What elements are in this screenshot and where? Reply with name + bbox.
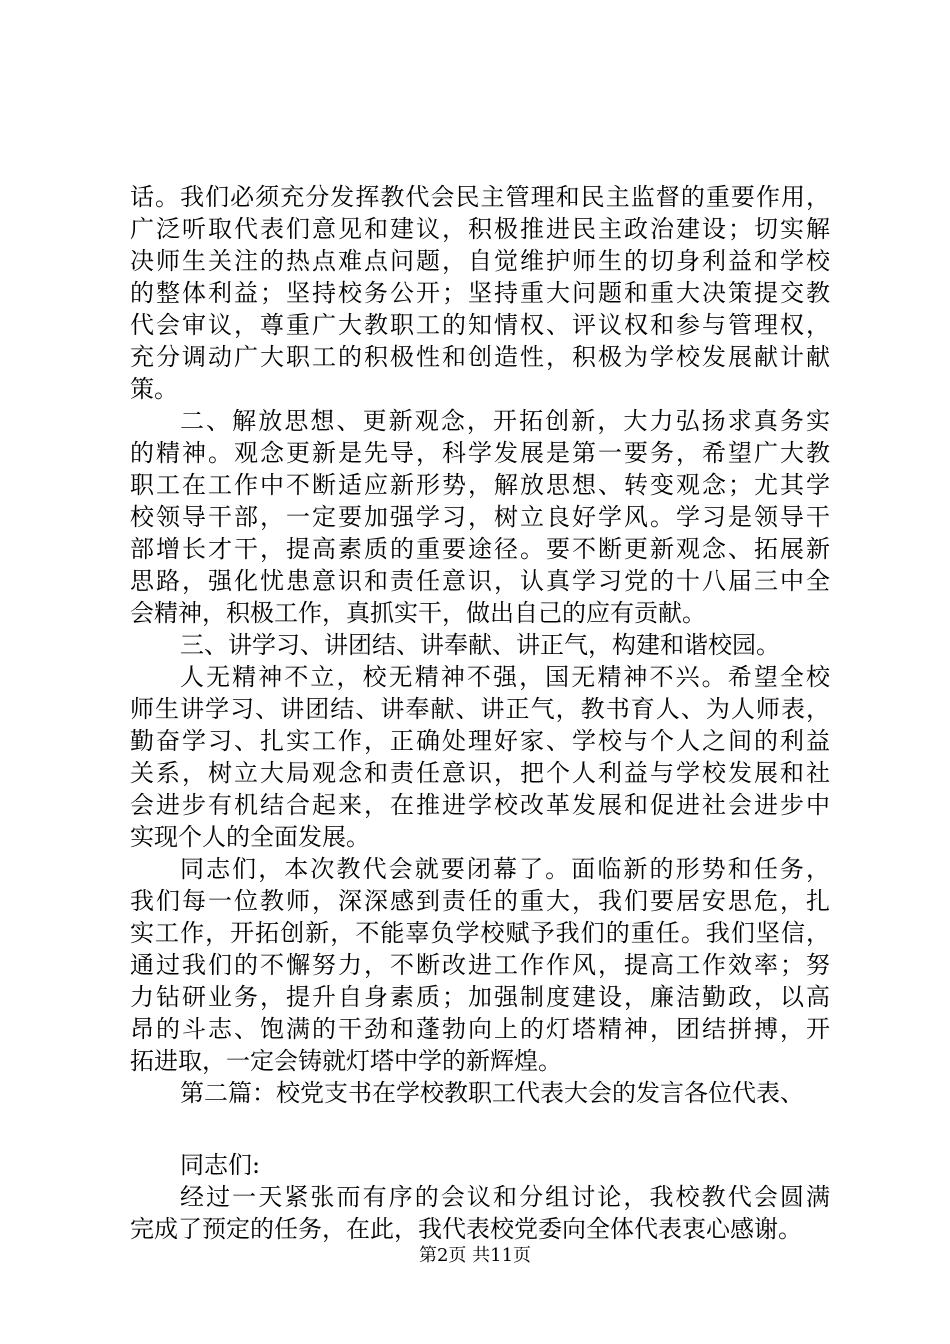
text-line: 校领导干部，一定要加强学习，树立良好学风。学习是领导干 bbox=[130, 503, 830, 531]
text-line: 充分调动广大职工的积极性和创造性，积极为学校发展献计献 bbox=[130, 343, 830, 371]
text-line: 实工作，开拓创新，不能辜负学校赋予我们的重任。我们坚信， bbox=[130, 919, 830, 947]
text-line: 通过我们的不懈努力，不断改进工作作风，提高工作效率；努 bbox=[130, 951, 830, 979]
body-text bbox=[130, 181, 830, 1245]
blank-gap bbox=[130, 1109, 830, 1149]
text-line: 同志们，本次教代会就要闭幕了。面临新的形势和任务， bbox=[180, 855, 830, 883]
text-line: 经过一天紧张而有序的会议和分组讨论，我校教代会圆满 bbox=[180, 1183, 830, 1211]
text-line: 的精神。观念更新是先导，科学发展是第一要务，希望广大教 bbox=[130, 439, 830, 467]
text-line: 会精神，积极工作，真抓实干，做出自己的应有贡献。 bbox=[130, 599, 706, 627]
text-line: 力钻研业务，提升自身素质；加强制度建设，廉洁勤政，以高 bbox=[130, 983, 830, 1011]
text-line: 拓进取，一定会铸就灯塔中学的新辉煌。 bbox=[130, 1047, 562, 1075]
salutation: 同志们: bbox=[180, 1151, 261, 1179]
text-line: 职工在工作中不断适应新形势，解放思想、转变观念；尤其学 bbox=[130, 471, 830, 499]
page-number-footer: 第2页 共11页 bbox=[418, 1245, 532, 1266]
text-line: 我们每一位教师，深深感到责任的重大，我们要居安思危，扎 bbox=[130, 887, 830, 915]
section-heading: 二、解放思想、更新观念，开拓创新，大力弘扬求真务实 bbox=[180, 407, 830, 435]
text-line: 人无精神不立，校无精神不强，国无精神不兴。希望全校 bbox=[180, 663, 830, 691]
text-line: 勤奋学习、扎实工作，正确处理好家、学校与个人之间的利益 bbox=[130, 727, 830, 755]
text-line: 师生讲学习、讲团结、讲奉献、讲正气，教书育人、为人师表， bbox=[130, 695, 830, 723]
text-line: 的整体利益；坚持校务公开；坚持重大问题和重大决策提交教 bbox=[130, 279, 830, 307]
text-line: 部增长才干，提高素质的重要途径。要不断更新观念、拓展新 bbox=[130, 535, 830, 563]
text-line: 话。我们必须充分发挥教代会民主管理和民主监督的重要作用， bbox=[130, 183, 830, 211]
text-line: 广泛听取代表们意见和建议，积极推进民主政治建设；切实解 bbox=[130, 215, 830, 243]
section-heading: 三、讲学习、讲团结、讲奉献、讲正气，构建和谐校园。 bbox=[180, 631, 780, 659]
text-line: 关系，树立大局观念和责任意识，把个人利益与学校发展和社 bbox=[130, 759, 830, 787]
text-line: 策。 bbox=[130, 375, 178, 403]
text-line: 代会审议，尊重广大教职工的知情权、评议权和参与管理权， bbox=[130, 311, 830, 339]
text-line: 决师生关注的热点难点问题，自觉维护师生的切身利益和学校 bbox=[130, 247, 830, 275]
text-line: 会进步有机结合起来，在推进学校改革发展和促进社会进步中 bbox=[130, 791, 830, 819]
section-heading: 第二篇：校党支书在学校教职工代表大会的发言各位代表、 bbox=[180, 1079, 804, 1107]
text-line: 完成了预定的任务，在此，我代表校党委向全体代表衷心感谢。 bbox=[130, 1215, 802, 1243]
text-line: 实现个人的全面发展。 bbox=[130, 823, 370, 851]
text-line: 昂的斗志、饱满的干劲和蓬勃向上的灯塔精神，团结拼搏，开 bbox=[130, 1015, 830, 1043]
text-line: 思路，强化忧患意识和责任意识，认真学习党的十八届三中全 bbox=[130, 567, 830, 595]
